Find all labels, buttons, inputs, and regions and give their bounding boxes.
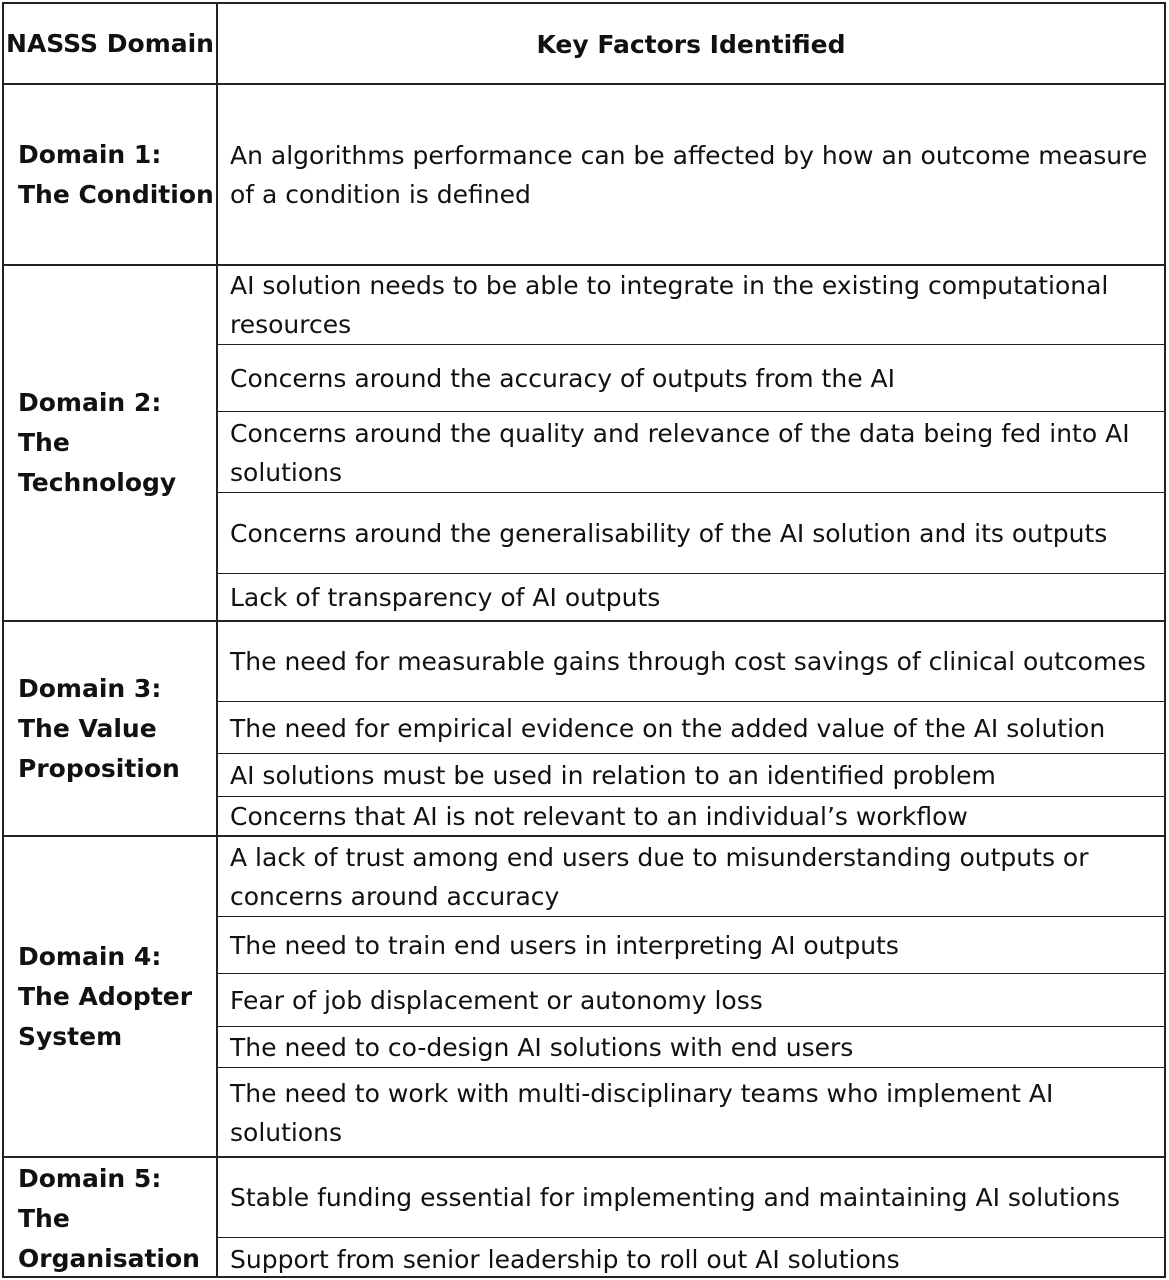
header-key-factors: Key Factors Identified — [536, 29, 846, 59]
factor-cell: Concerns around the accuracy of outputs from the AI — [230, 364, 895, 393]
row-divider — [216, 916, 1164, 917]
factor-cell: Fear of job displacement or autonomy loss — [230, 986, 763, 1015]
row-divider — [216, 1237, 1164, 1238]
column-divider — [216, 4, 218, 1276]
domain-2-label: Domain 2: The Technology — [18, 388, 177, 497]
factor-cell: An algorithms performance can be affected by how an outcome measure of a condition is defined — [230, 140, 1148, 209]
domain-5-label: Domain 5: The Organisation — [18, 1164, 200, 1273]
factor-cell: Concerns around the quality and relevance of the data being fed into AI solutions — [230, 418, 1130, 487]
row-divider — [216, 753, 1164, 754]
factor-cell: Lack of transparency of AI outputs — [230, 583, 661, 612]
row-divider — [216, 573, 1164, 574]
factor-cell: A lack of trust among end users due to misunderstanding outputs or concerns around accuracy — [230, 842, 1089, 911]
row-divider — [216, 492, 1164, 493]
factor-cell: Stable funding essential for implementing and maintaining AI solutions — [230, 1183, 1120, 1212]
row-divider — [216, 973, 1164, 974]
factor-cell: Concerns that AI is not relevant to an individual’s workflow — [230, 802, 968, 831]
factor-cell: Concerns around the generalisability of the AI solution and its outputs — [230, 519, 1108, 548]
factor-cell: AI solutions must be used in relation to an identified problem — [230, 761, 996, 790]
row-divider — [216, 344, 1164, 345]
nasss-table — [2, 2, 1166, 1278]
row-divider — [216, 1067, 1164, 1068]
domain-1-label: Domain 1: The Condition — [18, 139, 214, 209]
factor-cell: Support from senior leadership to roll out AI solutions — [230, 1245, 900, 1274]
domain-4-label: Domain 4: The Adopter System — [18, 941, 193, 1051]
domain-3-label: Domain 3: The Value Proposition — [18, 673, 180, 783]
row-divider — [216, 411, 1164, 412]
factor-cell: The need for measurable gains through cost savings of clinical outcomes — [230, 647, 1146, 676]
factor-cell: The need to train end users in interpreting AI outputs — [230, 931, 899, 960]
row-divider — [216, 1026, 1164, 1027]
factor-cell: The need for empirical evidence on the added value of the AI solution — [230, 713, 1106, 743]
factor-cell: The need to co-design AI solutions with end users — [230, 1033, 854, 1062]
factor-cell: The need to work with multi-disciplinary teams who implement AI solutions — [230, 1078, 1054, 1147]
row-divider — [216, 701, 1164, 702]
factor-cell: AI solution needs to be able to integrate in the existing computational resources — [230, 271, 1109, 339]
header-nasss-domain: NASSS Domain — [6, 29, 214, 58]
